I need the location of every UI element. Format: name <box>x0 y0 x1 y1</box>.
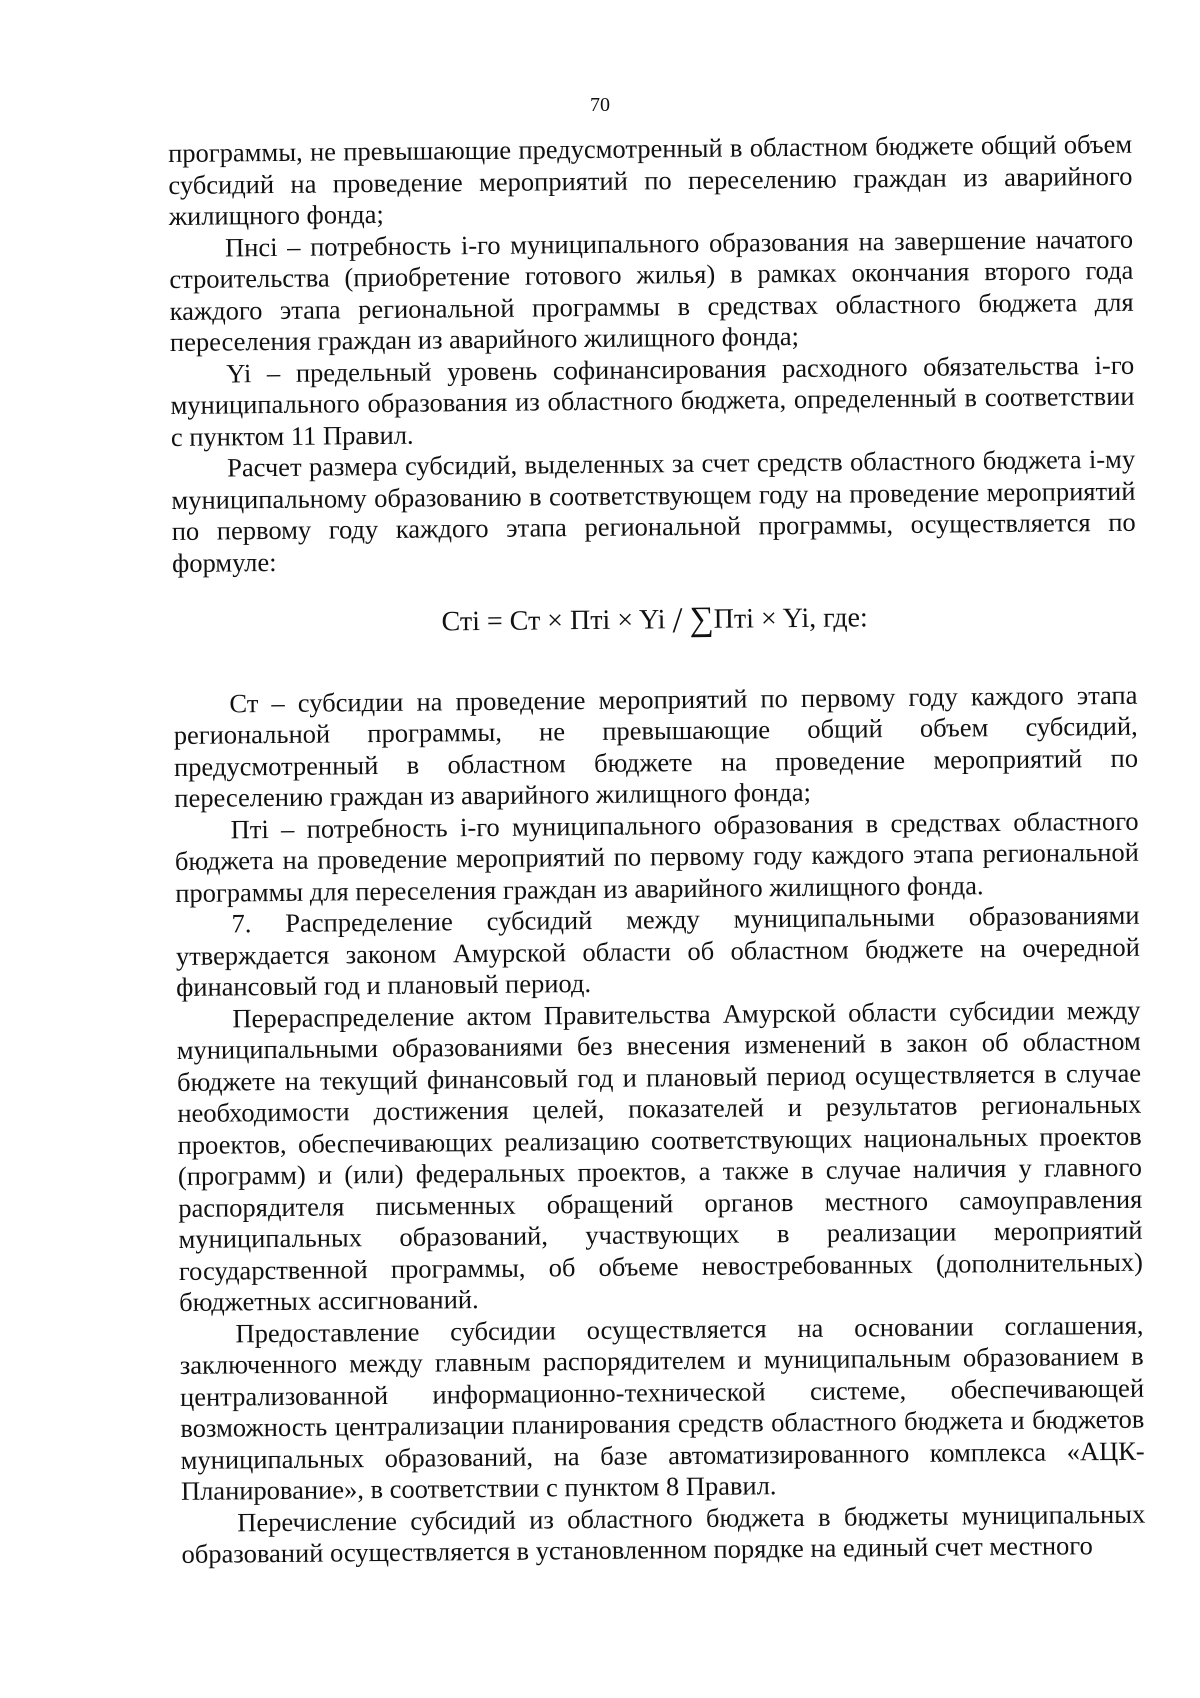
paragraph-transfer: Перечисление субсидий из областного бюджета в бюджеты муниципальных образований осуществляется в установленном порядке на единый счет местного <box>181 1498 1146 1569</box>
page-number: 70 <box>590 94 610 116</box>
formula-left: Стi = Ст × Птi × Yi <box>441 604 666 638</box>
paragraph-continuation: программы, не превышающие предусмотренный в областном бюджете общий объем субсидий на проведение мероприятий по переселению граждан из аварийного жилищного фонда; <box>168 128 1133 231</box>
paragraph-st-definition: Ст – субсидии на проведение мероприятий по первому году каждого этапа региональной программы, не превышающие общий объем субсидий, предусмотренный в областном бюджете на проведение мероприятий по переселению граждан из аварийного жилищного фонда; <box>173 679 1139 813</box>
formula-division-sign: / <box>672 600 683 641</box>
document-body <box>168 129 1146 1571</box>
paragraph-pnsi-definition: Пнсi – потребность i-го муниципального образования на завершение начатого строительства (приобретение готового жилья) в рамках окончания второго года каждого этапа региональной программы в средствах областного бюджета для переселения граждан из аварийного жилищного фонда; <box>169 223 1134 357</box>
formula-sum-sign: ∑ <box>689 600 714 639</box>
formula-right: Птi × Yi, где: <box>713 602 868 635</box>
paragraph-pti-definition: Птi – потребность i-го муниципального образования в средствах областного бюджета на проведение мероприятий по первому году каждого этапа региональной программы для переселения граждан из аварийного жилищного фонда. <box>174 805 1140 908</box>
paragraph-yi-definition: Yi – предельный уровень софинансирования расходного обязательства i-го муниципального образования из областного бюджета, определенный в соответствии с пунктом 11 Правил. <box>170 349 1135 452</box>
paragraph-section-7: 7. Распределение субсидий между муниципальными образованиями утверждается законом Амурской области об областном бюджете на очередной финансовый год и плановый период. <box>175 899 1140 1002</box>
paragraph-subsidy-agreement: Предоставление субсидии осуществляется на основании соглашения, заключенного между главным распорядителем и муниципальным образованием в централизованной информационно-технической системе, обеспечивающей возможность централизации планирования средств областного бюджета и бюджетов муниципальных образований, на базе автоматизированного комплекса «АЦК-Планирование», в соответствии с пунктом 8 Правил. <box>179 1309 1145 1506</box>
formula <box>173 600 1137 641</box>
paragraph-calculation-intro: Расчет размера субсидий, выделенных за счет средств областного бюджета i-му муниципальному образованию в соответствующем году на проведение мероприятий по первому году каждого этапа региональной программы, осуществляется по формуле: <box>171 443 1136 578</box>
paragraph-redistribution: Перераспределение актом Правительства Амурской области субсидии между муниципальными образованиями без внесения изменений в закон об областном бюджете на текущий финансовый год и плановый период осуществляется в случае необходимости достижения целей, показателей и результатов региональных проектов, обеспечивающих реализацию соответствующих национальных проектов (программ) и (или) федеральных проектов, а также в случае наличия у главного распорядителя письменных обращений органов местного самоуправления муниципальных образований, участвующих в реализации мероприятий государственной программы, об объеме невостребованных (дополнительных) бюджетных ассигнований. <box>176 994 1143 1317</box>
